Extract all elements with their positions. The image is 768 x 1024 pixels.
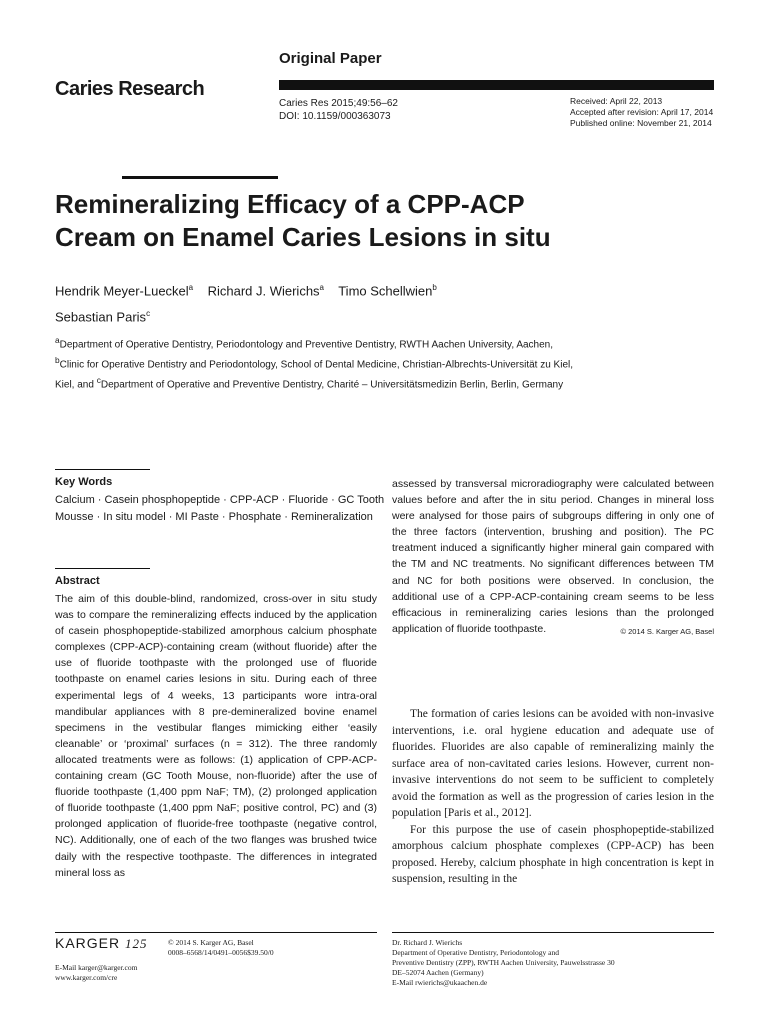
publisher-contact	[55, 963, 137, 983]
title-line-2: Cream on Enamel Caries Lesions in situ	[55, 222, 551, 252]
author-sup: a	[188, 283, 194, 292]
publisher-logo	[55, 935, 148, 952]
affiliations	[55, 333, 575, 392]
affil-a: Department of Operative Dentistry, Periodontology and Preventive Dentistry, RWTH Aachen University, Aachen,	[59, 339, 554, 351]
dates-block	[570, 96, 713, 129]
correspondence	[392, 938, 722, 988]
citation: Caries Res 2015;49:56–62	[279, 98, 398, 109]
corr-email[interactable]: E-Mail rwierichs@ukaachen.de	[392, 978, 488, 987]
author-name: Hendrik Meyer-Lueckel	[55, 283, 189, 299]
issn-line: 0008–6568/14/0491–0056$39.50/0	[168, 948, 274, 957]
abstract-copyright: © 2014 S. Karger AG, Basel	[620, 626, 714, 636]
publisher-website[interactable]: www.karger.com/cre	[55, 973, 118, 982]
footer-rule-right	[392, 932, 714, 933]
author-sup: b	[432, 283, 437, 292]
introduction	[392, 706, 714, 888]
keywords-text: Calcium · Casein phosphopeptide · CPP-ACP · Fluoride · GC Tooth Mousse · In situ model · MI Paste · Phosphate · Remineralization	[55, 494, 385, 523]
publisher-email[interactable]: E-Mail karger@karger.com	[55, 963, 138, 972]
abstract-continuation	[392, 476, 714, 640]
author-name: Timo Schellwien	[338, 283, 433, 299]
affil-sup: c	[96, 374, 101, 385]
abstract-text-part2: assessed by transversal microradiography were calculated between values before and after the in situ period. Changes in mineral loss were analysed for those pairs of subgroups differing in only one of the three factors (intervention, brushing and position). The PC treatment induced a significantly higher mineral gain compared with the TM and NC treatments. No significant differences between TM and NC for both positions were observed. In conclusion, the additional use of a CPP-ACP-containing cream seems to be less efficacious in remineralizing caries lesions than the prolonged application of fluoride toothpaste.	[392, 478, 714, 635]
keywords-heading: Key Words	[55, 476, 113, 488]
paper-type: Original Paper	[279, 50, 382, 67]
affil-b: Clinic for Operative Dentistry and Periodontology, School of Dental Medicine, Christian-Albrechts-Universität zu Kiel, Kiel, and	[55, 359, 574, 390]
journal-name: Caries Research	[55, 78, 205, 100]
corr-name: Dr. Richard J. Wierichs	[392, 938, 463, 947]
publisher-name: KARGER	[55, 935, 121, 951]
publisher-copyright	[168, 938, 274, 958]
anniversary-mark: 125	[125, 936, 148, 951]
abstract-heading: Abstract	[55, 575, 100, 587]
author-name: Sebastian Paris	[55, 309, 147, 325]
accepted-date: Accepted after revision: April 17, 2014	[570, 107, 714, 117]
corr-dept-line: Preventive Dentistry (ZPP), RWTH Aachen University, Pauwelsstrasse 30	[392, 958, 615, 967]
abstract-rule	[55, 568, 150, 569]
doi[interactable]: DOI: 10.1159/000363073	[279, 111, 391, 122]
author-name: Richard J. Wierichs	[207, 283, 320, 299]
corr-dept-line: Department of Operative Dentistry, Periodontology and	[392, 948, 559, 957]
keywords-rule	[55, 469, 150, 470]
intro-paragraph: The formation of caries lesions can be avoided with non-invasive interventions, i.e. oral hygiene education and adequate use of fluorides. Fluorides are also capable of remineralizing mainly the surface area of non-cavitated caries lesions. However, current non-invasive interventions do not seem to be sufficient to completely avoid the formation as well as the progression of caries lesion in the population [Paris et al., 2012].	[392, 708, 714, 819]
affil-sup: b	[55, 354, 60, 365]
citation-block	[279, 97, 398, 123]
article-title	[55, 188, 735, 254]
published-date: Published online: November 21, 2014	[570, 118, 712, 128]
affil-c: Department of Operative and Preventive Dentistry, Charité – Universitätsmedizin Berlin, Berlin, Germany	[100, 378, 564, 390]
pub-copyright-line: © 2014 S. Karger AG, Basel	[168, 938, 254, 947]
footer-rule-left	[55, 932, 377, 933]
author-sup: c	[146, 309, 151, 319]
abstract-text-part1: The aim of this double-blind, randomized, cross-over in situ study was to compare the remineralizing effects induced by the application of casein phosphopeptide-stabilized amorphous calcium phosphate complexes (CPP-ACP)-containing cream (without fluoride) after the use of fluoride toothpaste with the prolonged use of fluoride toothpaste on enamel caries lesions in situ. During each of three experimental legs of 4 weeks, 13 participants wore intra-oral mandibular appliances with 8 pre-demineralized bovine enamel specimens in the vestibular flanges mimicking either ‘easily cleanable’ or ‘proximal’ surfaces (n = 312). The three randomly allocated treatments were as follows: (1) application of CPP-ACP-containing cream (GC Tooth Mouse, non-fluoride) after the use of fluoride toothpaste (1,400 ppm NaF; TM), (2) prolonged application of fluoride toothpaste (1,400 ppm NaF; positive control, PC) and (3) prolonged application of fluoride-free toothpaste (negative control, NC). Additionally, one of each of the two flanges was brushed twice daily with the respective toothpaste. The differences in integrated mineral loss as	[55, 593, 377, 879]
title-line-1: Remineralizing Efficacy of a CPP-ACP	[55, 189, 525, 219]
author-list	[55, 276, 735, 329]
affil-sup: a	[55, 335, 60, 345]
intro-paragraph: For this purpose the use of casein phosphopeptide-stabilized amorphous calcium phosphate complexes (CPP-ACP) has been proposed. Hereby, calcium phosphate in high concentration is kept in suspension, resulting in the	[392, 823, 714, 885]
header-bar	[279, 80, 714, 90]
received-date: Received: April 22, 2013	[570, 96, 663, 106]
title-rule	[122, 176, 278, 179]
author-sup: a	[319, 283, 324, 292]
corr-city: DE–52074 Aachen (Germany)	[392, 968, 484, 977]
